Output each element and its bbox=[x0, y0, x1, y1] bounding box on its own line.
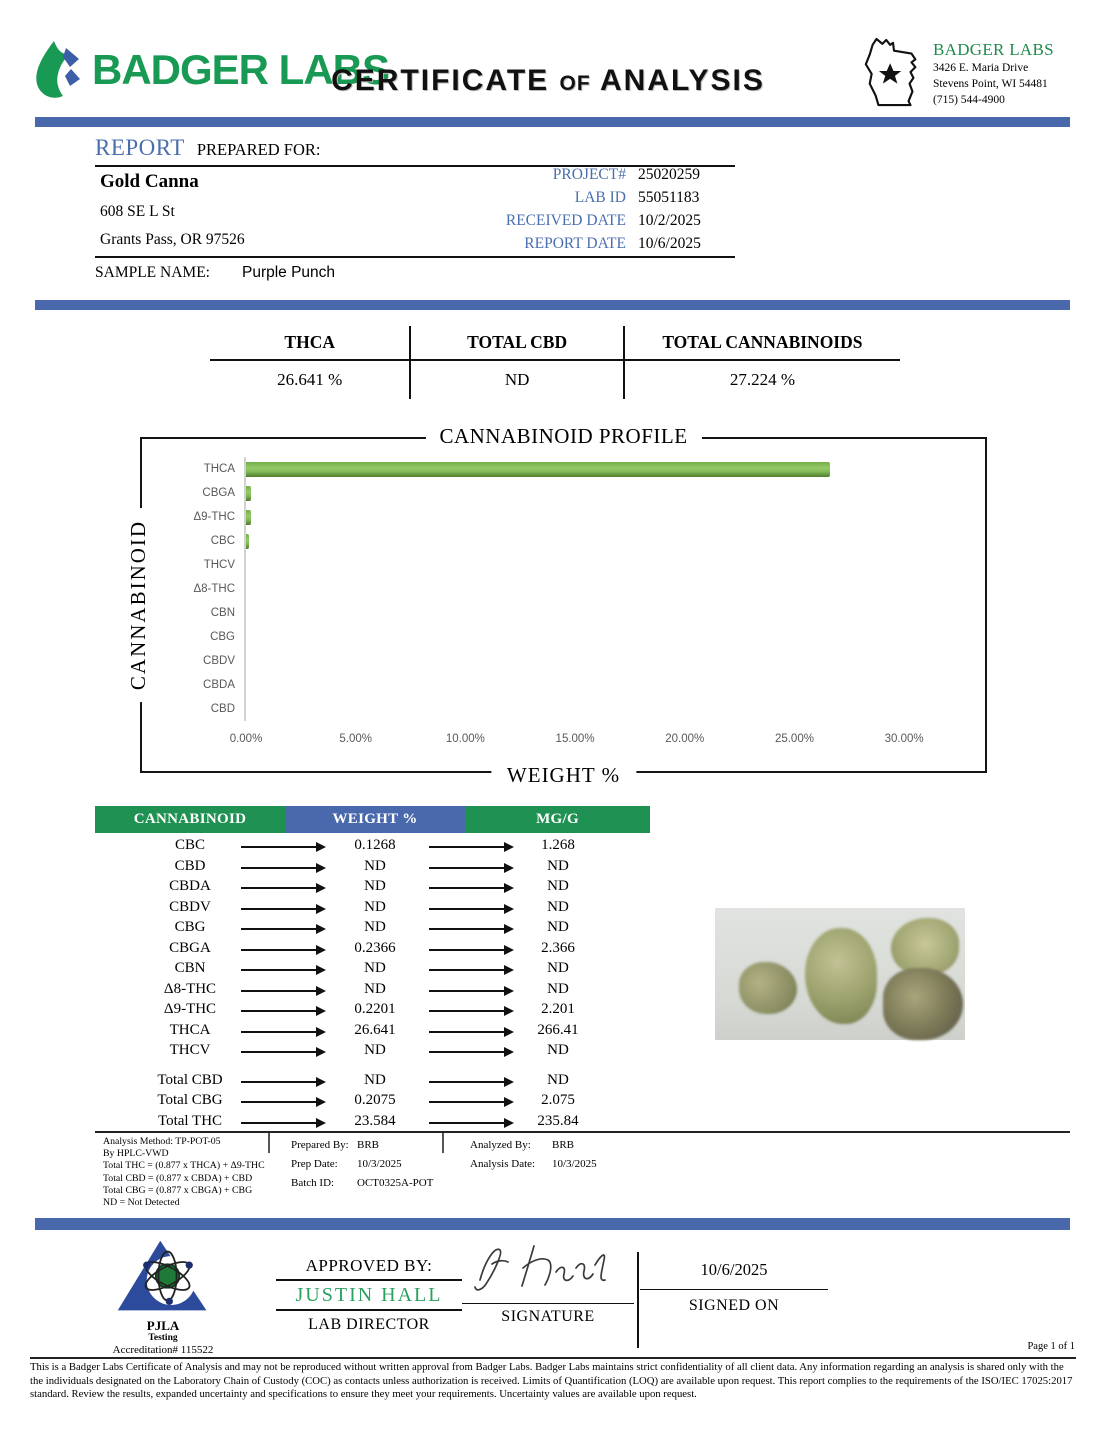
report-field bbox=[420, 166, 738, 189]
wisconsin-map-icon bbox=[860, 34, 928, 117]
report-field bbox=[420, 235, 738, 258]
x-axis-tick-label: 30.00% bbox=[884, 733, 924, 745]
results-table bbox=[95, 806, 650, 1133]
weight-percent-value: 0.2366 bbox=[354, 939, 396, 956]
analyzed-by-value: BRB bbox=[552, 1139, 575, 1151]
summary-column bbox=[409, 326, 622, 399]
chart-bar-zone bbox=[244, 577, 959, 601]
document-title bbox=[268, 64, 828, 98]
mg-per-g-value: ND bbox=[547, 898, 569, 915]
table-row bbox=[95, 1022, 650, 1043]
signature-label: SIGNATURE bbox=[501, 1308, 595, 1325]
report-field-label: PROJECT# bbox=[552, 166, 626, 183]
method-note-line: By HPLC-VWD bbox=[103, 1148, 169, 1160]
chart-category-label: CBC bbox=[210, 535, 235, 547]
analysis-info bbox=[470, 1139, 597, 1177]
x-axis-tick-label: 20.00% bbox=[665, 733, 705, 745]
report-fields bbox=[420, 166, 738, 258]
chart-category-label: THCV bbox=[203, 559, 235, 571]
chart-bar-zone bbox=[244, 673, 959, 697]
weight-percent-value: ND bbox=[364, 980, 386, 997]
cannabinoid-name: CBDA bbox=[169, 878, 211, 894]
weight-percent-value: ND bbox=[364, 1071, 386, 1088]
lab-phone: (715) 544-4900 bbox=[933, 94, 1005, 107]
chart-category-row bbox=[152, 529, 959, 553]
cannabinoid-name: CBC bbox=[174, 837, 205, 853]
x-axis-tick-label: 25.00% bbox=[774, 733, 814, 745]
cannabinoid-name: CBG bbox=[174, 919, 206, 935]
mg-per-g-value: 266.41 bbox=[537, 1021, 579, 1038]
chart-bar bbox=[246, 486, 251, 501]
mg-per-g-value: 1.268 bbox=[541, 837, 575, 853]
accreditation-number: Accreditation# 115522 bbox=[112, 1344, 214, 1356]
arrow-icon bbox=[241, 1051, 317, 1053]
arrow-icon bbox=[241, 867, 317, 869]
sample-photo bbox=[715, 908, 965, 1040]
report-field-label: RECEIVED DATE bbox=[505, 212, 626, 229]
mg-per-g-value: ND bbox=[547, 960, 569, 976]
arrow-icon bbox=[241, 949, 317, 951]
arrow-icon bbox=[429, 969, 505, 971]
chart-bar-zone bbox=[244, 625, 959, 649]
table-row bbox=[95, 1092, 650, 1113]
weight-percent-value: 0.1268 bbox=[354, 837, 396, 853]
section-divider-bar bbox=[35, 300, 1070, 310]
chart-category-label: CBD bbox=[210, 703, 235, 715]
arrow-icon bbox=[429, 949, 505, 951]
client-name: Gold Canna bbox=[100, 171, 199, 192]
chart-category-row bbox=[152, 673, 959, 697]
method-note-line: Analysis Method: TP-POT-05 bbox=[103, 1136, 221, 1147]
chart-bar-zone bbox=[244, 529, 959, 553]
title-of: OF bbox=[559, 72, 591, 95]
cannabinoid-name: CBGA bbox=[169, 939, 211, 956]
arrow-icon bbox=[429, 990, 505, 992]
chart-rows bbox=[152, 457, 959, 721]
chart-y-axis-label: CANNABINOID bbox=[126, 508, 151, 702]
chart-bar bbox=[246, 510, 251, 525]
mg-per-g-value: ND bbox=[547, 878, 569, 894]
chart-x-axis-label: WEIGHT % bbox=[491, 763, 636, 788]
approver-title: LAB DIRECTOR bbox=[308, 1316, 430, 1333]
approved-by-block bbox=[276, 1256, 462, 1334]
sample-name-label: SAMPLE NAME: bbox=[95, 264, 210, 281]
table-header-cell: CANNABINOID bbox=[95, 806, 285, 833]
chart-category-label: THCA bbox=[203, 463, 235, 475]
signed-on-date: 10/6/2025 bbox=[640, 1260, 828, 1290]
arrow-icon bbox=[429, 846, 505, 848]
title-part1: CERTIFICATE bbox=[331, 64, 550, 97]
report-word: REPORT bbox=[95, 135, 185, 160]
signature-block bbox=[462, 1238, 634, 1326]
arrow-icon bbox=[241, 1122, 317, 1124]
x-axis-tick-label: 0.00% bbox=[229, 733, 263, 745]
chart-category-label: Δ9-THC bbox=[193, 511, 235, 523]
table-row bbox=[95, 837, 650, 858]
chart-category-row bbox=[152, 697, 959, 721]
footer-divider-bar bbox=[35, 1218, 1070, 1230]
column-tick bbox=[442, 1133, 444, 1153]
arrow-icon bbox=[429, 1031, 505, 1033]
header-divider-bar bbox=[35, 117, 1070, 127]
prep-date-label: Prep Date: bbox=[291, 1158, 338, 1170]
chart-category-row bbox=[152, 625, 959, 649]
report-field bbox=[420, 189, 738, 212]
summary-table bbox=[210, 326, 900, 399]
lab-contact-block bbox=[860, 34, 1054, 117]
chart-bar-zone bbox=[244, 457, 959, 481]
method-note-line: ND = Not Detected bbox=[103, 1197, 180, 1209]
arrow-icon bbox=[429, 1051, 505, 1053]
summary-label: THCA bbox=[284, 332, 335, 352]
arrow-icon bbox=[429, 1081, 505, 1083]
badger-labs-wordmark: BADGER LABS bbox=[92, 46, 390, 93]
cannabis-bud bbox=[805, 928, 877, 1024]
arrow-icon bbox=[241, 1081, 317, 1083]
pjla-name: PJLA bbox=[146, 1318, 180, 1333]
report-field-value: 25020259 bbox=[638, 166, 700, 183]
arrow-icon bbox=[241, 990, 317, 992]
chart-bar bbox=[246, 462, 830, 477]
signature-image bbox=[462, 1283, 612, 1300]
approval-vertical-divider bbox=[637, 1252, 639, 1348]
report-field-label: LAB ID bbox=[574, 189, 626, 206]
client-block bbox=[100, 171, 245, 259]
summary-label: TOTAL CANNABINOIDS bbox=[662, 332, 863, 352]
cannabinoid-name: Δ8-THC bbox=[163, 980, 217, 997]
chart-category-label: CBG bbox=[210, 631, 235, 643]
weight-percent-value: ND bbox=[364, 898, 386, 915]
chart-category-row bbox=[152, 649, 959, 673]
analyzed-by-label: Analyzed By: bbox=[470, 1139, 531, 1151]
chart-title: CANNABINOID PROFILE bbox=[425, 424, 701, 449]
totals-rows bbox=[95, 1072, 650, 1134]
cannabinoid-name: THCA bbox=[169, 1021, 211, 1038]
chart-bar-zone bbox=[244, 505, 959, 529]
prepared-by-value: BRB bbox=[357, 1139, 380, 1151]
mg-per-g-value: 2.366 bbox=[541, 939, 575, 956]
method-note-line: Total THC = (0.877 x THCA) + Δ9-THC bbox=[103, 1160, 265, 1172]
batch-id-label: Batch ID: bbox=[291, 1177, 335, 1189]
table-header-cell: MG/G bbox=[465, 806, 650, 833]
weight-percent-value: 0.2075 bbox=[354, 1092, 396, 1108]
summary-column bbox=[210, 326, 409, 399]
chart-category-row bbox=[152, 505, 959, 529]
title-part2: ANALYSIS bbox=[599, 64, 765, 97]
weight-percent-value: ND bbox=[364, 857, 386, 874]
prep-date-value: 10/3/2025 bbox=[357, 1158, 402, 1170]
table-row bbox=[95, 1001, 650, 1022]
weight-percent-value: ND bbox=[364, 878, 386, 894]
pjla-accreditation-block bbox=[98, 1238, 228, 1357]
chart-bar-zone bbox=[244, 649, 959, 673]
batch-id-value: OCT0325A-POT bbox=[357, 1177, 434, 1189]
table-row bbox=[95, 858, 650, 879]
table-row bbox=[95, 878, 650, 899]
client-address-line1: 608 SE L St bbox=[100, 203, 175, 220]
arrow-icon bbox=[241, 969, 317, 971]
lab-address-line1: 3426 E. Maria Drive bbox=[933, 62, 1029, 74]
arrow-icon bbox=[429, 928, 505, 930]
weight-percent-value: ND bbox=[364, 1042, 386, 1058]
x-axis-tick-label: 10.00% bbox=[445, 733, 485, 745]
client-address-line2: Grants Pass, OR 97526 bbox=[100, 231, 245, 248]
chart-category-row bbox=[152, 457, 959, 481]
x-axis-tick-label: 15.00% bbox=[555, 733, 595, 745]
mg-per-g-value: 2.075 bbox=[541, 1092, 575, 1108]
summary-columns bbox=[210, 326, 900, 399]
disclaimer-text: This is a Badger Labs Certificate of Analysis and may not be reproduced without written approval from Badger Labs. Badger Labs maintains strict confidentiality of all client data. Any information regarding an analysis is shared only with the the individuals designated on the Laboratory Chain of Custody (COC) as contacts unless authorization is received. Limits of Quantification (LOQ) are available upon request. This report complies to the requirements of the ISO/IEC 17025:2017 standard. Review the results, expanded uncertainty and specifications to ensure they meet your requirements. Uncertainty values are available upon request. bbox=[30, 1357, 1076, 1402]
chart-bar-zone bbox=[244, 697, 959, 721]
method-note-line: Total CBG = (0.877 x CBGA) + CBG bbox=[103, 1184, 253, 1196]
table-row bbox=[95, 1072, 650, 1093]
results-table-header bbox=[95, 806, 650, 833]
mg-per-g-value: ND bbox=[547, 919, 569, 935]
weight-percent-value: ND bbox=[364, 919, 386, 935]
arrow-icon bbox=[241, 908, 317, 910]
chart-category-row bbox=[152, 553, 959, 577]
table-row bbox=[95, 981, 650, 1002]
mg-per-g-value: ND bbox=[547, 1071, 569, 1088]
chart-category-label: CBDV bbox=[203, 655, 235, 667]
arrow-icon bbox=[241, 846, 317, 848]
report-field-value: 55051183 bbox=[638, 189, 700, 206]
pjla-subtitle: Testing bbox=[148, 1333, 178, 1343]
mg-per-g-value: 235.84 bbox=[537, 1112, 579, 1129]
analysis-date-label: Analysis Date: bbox=[470, 1158, 536, 1170]
chart-bar-zone bbox=[244, 601, 959, 625]
cannabinoid-name: CBDV bbox=[169, 898, 211, 915]
report-field-label: REPORT DATE bbox=[524, 235, 626, 252]
cannabinoid-name: Total THC bbox=[157, 1112, 223, 1129]
report-field-value: 10/6/2025 bbox=[638, 235, 701, 252]
chart-category-label: Δ8-THC bbox=[193, 583, 235, 595]
chart-category-row bbox=[152, 601, 959, 625]
sample-name-row bbox=[95, 256, 735, 282]
cannabinoid-name: THCV bbox=[169, 1042, 211, 1058]
prep-info bbox=[291, 1139, 433, 1196]
mg-per-g-value: ND bbox=[547, 980, 569, 997]
mg-per-g-value: ND bbox=[547, 857, 569, 874]
arrow-icon bbox=[241, 928, 317, 930]
summary-divider-line bbox=[210, 359, 900, 361]
cannabis-bud bbox=[883, 968, 963, 1040]
arrow-icon bbox=[241, 1010, 317, 1012]
chart-category-label: CBN bbox=[210, 607, 235, 619]
sample-name-value: Purple Punch bbox=[241, 264, 336, 281]
cannabinoid-name: Total CBG bbox=[157, 1092, 223, 1108]
report-prepared-for-label: PREPARED FOR: bbox=[196, 140, 321, 159]
mg-per-g-value: 2.201 bbox=[541, 1001, 575, 1017]
arrow-icon bbox=[429, 887, 505, 889]
arrow-icon bbox=[429, 908, 505, 910]
summary-value: 26.641 % bbox=[277, 370, 343, 389]
x-axis-tick-label: 5.00% bbox=[339, 733, 372, 745]
report-field bbox=[420, 212, 738, 235]
badger-labs-logo-icon bbox=[33, 40, 83, 105]
summary-column bbox=[623, 326, 900, 399]
cannabinoid-profile-chart bbox=[126, 424, 987, 787]
weight-percent-value: 23.584 bbox=[354, 1112, 396, 1129]
cannabinoid-name: Total CBD bbox=[157, 1071, 223, 1088]
method-notes bbox=[103, 1136, 293, 1209]
prepared-by-label: Prepared By: bbox=[291, 1139, 349, 1151]
pjla-logo-icon bbox=[111, 1301, 215, 1318]
cannabinoid-name: CBN bbox=[174, 960, 206, 976]
table-row bbox=[95, 1042, 650, 1063]
table-row bbox=[95, 899, 650, 920]
summary-value: ND bbox=[504, 370, 530, 389]
results-rows bbox=[95, 837, 650, 1063]
weight-percent-value: 0.2201 bbox=[354, 1001, 396, 1017]
lab-name: BADGER LABS bbox=[933, 40, 1054, 59]
table-row bbox=[95, 940, 650, 961]
mg-per-g-value: ND bbox=[547, 1042, 569, 1058]
report-field-value: 10/2/2025 bbox=[638, 212, 701, 229]
chart-bar bbox=[246, 534, 249, 549]
cannabinoid-name: CBD bbox=[174, 857, 206, 874]
chart-xticks bbox=[229, 733, 959, 749]
signed-on-label: SIGNED ON bbox=[688, 1297, 780, 1314]
arrow-icon bbox=[429, 1101, 505, 1103]
chart-category-row bbox=[152, 577, 959, 601]
weight-percent-value: ND bbox=[364, 960, 386, 976]
cannabis-bud bbox=[739, 962, 797, 1014]
table-header-cell: WEIGHT % bbox=[285, 806, 465, 833]
approver-name: JUSTIN HALL bbox=[276, 1281, 462, 1311]
table-row bbox=[95, 919, 650, 940]
summary-value: 27.224 % bbox=[729, 370, 795, 389]
lab-address-line2: Stevens Point, WI 54481 bbox=[933, 78, 1048, 91]
arrow-icon bbox=[241, 887, 317, 889]
chart-category-label: CBGA bbox=[202, 487, 235, 499]
arrow-icon bbox=[241, 1101, 317, 1103]
table-row bbox=[95, 1113, 650, 1134]
chart-category-label: CBDA bbox=[203, 679, 235, 691]
page-number: Page 1 of 1 bbox=[1027, 1341, 1075, 1352]
report-heading bbox=[95, 135, 735, 167]
chart-category-row bbox=[152, 481, 959, 505]
signed-on-block bbox=[640, 1260, 828, 1315]
table-row bbox=[95, 960, 650, 981]
analysis-date-value: 10/3/2025 bbox=[552, 1158, 597, 1170]
method-footnotes bbox=[95, 1131, 1070, 1217]
weight-percent-value: 26.641 bbox=[354, 1021, 396, 1038]
chart-bar-zone bbox=[244, 481, 959, 505]
arrow-icon bbox=[241, 1031, 317, 1033]
chart-bar-zone bbox=[244, 553, 959, 577]
cannabinoid-name: Δ9-THC bbox=[163, 1001, 217, 1017]
summary-label: TOTAL CBD bbox=[467, 332, 568, 352]
method-note-line: Total CBD = (0.877 x CBDA) + CBD bbox=[103, 1172, 253, 1184]
arrow-icon bbox=[429, 867, 505, 869]
approved-by-label: APPROVED BY: bbox=[276, 1256, 462, 1281]
arrow-icon bbox=[429, 1122, 505, 1124]
arrow-icon bbox=[429, 1010, 505, 1012]
